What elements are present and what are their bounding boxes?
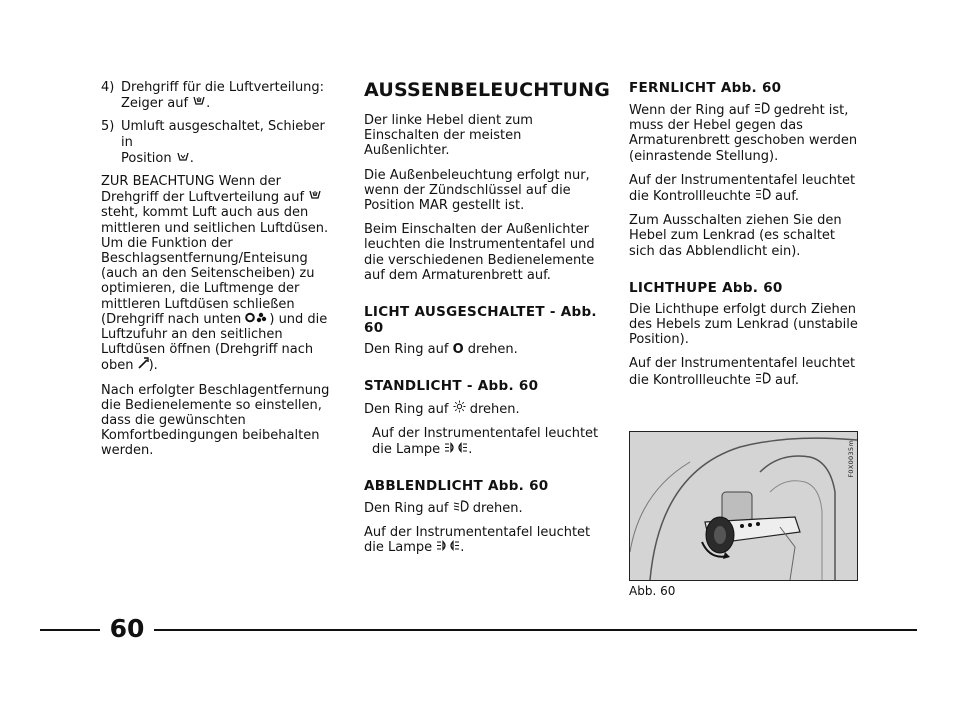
paragraph: Auf der Instrumententafel leuchtet die Lampe .: [372, 426, 599, 457]
list-text: Drehgriff für die Luftverteilung: Zeiger auf .: [121, 80, 325, 112]
paragraph: Auf der Instrumententafel leuchtet die Lampe .: [364, 525, 591, 556]
paragraph: Den Ring auf drehen.: [364, 402, 520, 418]
heading-lights-off: LICHT AUSGESCHALTET - Abb. 60: [364, 304, 597, 337]
recirculation-icon: [176, 150, 190, 166]
list-number: 4): [101, 80, 115, 95]
side-lamp-icon: [444, 442, 468, 457]
low-beam-icon: [453, 500, 469, 516]
vent-up-icon: [138, 357, 149, 373]
figure-code: F0X0035m: [847, 440, 855, 478]
high-beam-icon: [755, 372, 771, 388]
list-item-5: [101, 119, 333, 166]
paragraph: Die Außenbeleuchtung erfolgt nur, wenn der Zündschlüssel auf die Position MAR gestellt ist.: [364, 167, 590, 214]
fan-off-icon: [245, 312, 269, 327]
paragraph: Die Lichthupe erfolgt durch Ziehen des Hebels zum Lenkrad (unstabile Position).: [629, 301, 858, 348]
list-item-4: [101, 80, 333, 111]
heading-headlight-flash: LICHTHUPE Abb. 60: [629, 279, 783, 296]
note-paragraph: ZUR BEACHTUNG Wenn der Drehgriff der Luftverteilung auf steht, kommt Luft auch aus den mittleren und seitlichen Luftdüsen. Um die Funktion der Beschlagsentfernung/Enteisung (auch an den Seitenscheiben) zu optimieren, die Luftmenge der mittleren Luftdüsen schließen (Drehgriff nach unten ) und die Luftzufuhr an den seitlichen Luftdüsen öffnen (Drehgriff nach oben ).: [101, 174, 329, 374]
off-symbol: O: [452, 342, 464, 358]
windscreen-demist-icon: [308, 189, 322, 205]
footer-rule-left: [40, 629, 100, 631]
high-beam-icon: [755, 188, 771, 204]
column-right: [629, 80, 861, 397]
paragraph: Wenn der Ring auf gedreht ist, muss der Hebel gegen das Armaturenbrett geschoben werden (einrastende Stellung).: [629, 103, 858, 164]
paragraph: Auf der Instrumententafel leuchtet die Kontrollleuchte auf.: [629, 356, 856, 388]
heading-high-beam: FERNLICHT Abb. 60: [629, 80, 782, 96]
list-number: 5): [101, 119, 115, 135]
paragraph: Zum Ausschalten ziehen Sie den Hebel zum Lenkrad (es schaltet sich das Abblendlicht ein).: [629, 213, 842, 259]
high-beam-icon: [754, 102, 770, 118]
paragraph: Der linke Hebel dient zum Einschalten der meisten Außenlichter.: [364, 113, 533, 159]
lever-illustration: [630, 432, 857, 580]
parking-light-icon: [453, 400, 466, 417]
heading-low-beam: ABBLENDLICHT Abb. 60: [364, 477, 549, 494]
air-distribution-icon: [192, 95, 206, 111]
paragraph: Beim Einschalten der Außenlichter leuchten die Instrumententafel und die verschiedenen Bedienelemente auf dem Armaturenbrett auf.: [364, 222, 595, 283]
figure-light-lever: [629, 431, 858, 581]
paragraph: Auf der Instrumententafel leuchtet die Kontrollleuchte auf.: [629, 172, 856, 205]
column-left: [101, 80, 333, 468]
figure-caption: Abb. 60: [629, 584, 676, 598]
paragraph: Den Ring auf drehen.: [364, 500, 523, 516]
list-text: Umluft ausgeschaltet, Schieber in Position .: [121, 119, 325, 166]
paragraph: Nach erfolgter Beschlagentfernung die Bedienelemente so einstellen, dass die gewünschten Komfortbedingungen beibehalten werden.: [101, 382, 330, 459]
section-title: AUSSENBELEUCHTUNG: [364, 79, 611, 101]
column-middle: [364, 79, 611, 564]
heading-parking-lights: STANDLICHT - Abb. 60: [364, 378, 539, 395]
paragraph: Den Ring auf O drehen.: [364, 342, 518, 358]
page-number: 60: [109, 614, 145, 643]
footer-rule-right: [154, 629, 917, 631]
side-lamp-icon: [436, 540, 460, 555]
